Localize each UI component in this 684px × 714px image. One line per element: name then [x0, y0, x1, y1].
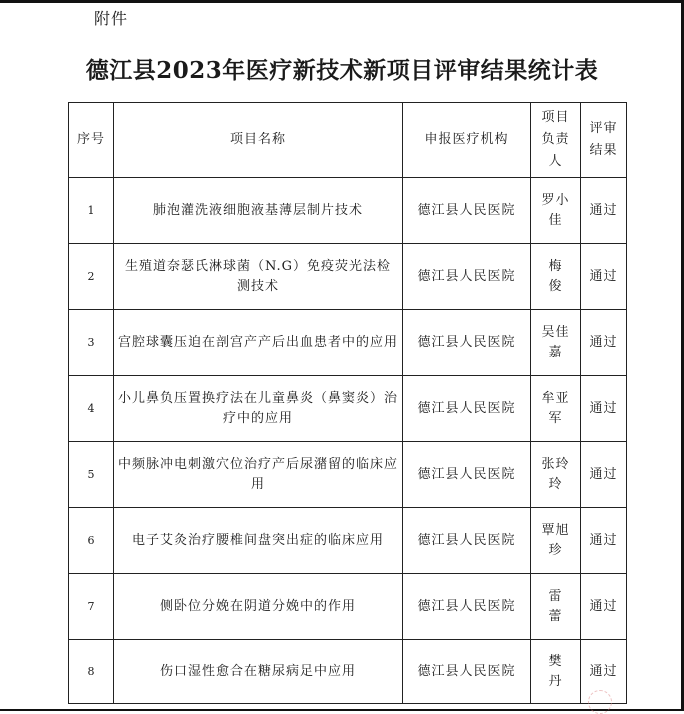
row-organization: 德江县人民医院 [403, 508, 531, 574]
row-organization: 德江县人民医院 [403, 640, 531, 704]
row-seq: 8 [69, 640, 114, 704]
row-project-name: 生殖道奈瑟氏淋球菌（N.G）免疫荧光法检测技术 [114, 244, 403, 310]
table-row [69, 442, 627, 508]
row-project-name: 伤口湿性愈合在糖尿病足中应用 [114, 640, 403, 704]
row-review-result: 通过 [581, 574, 627, 640]
row-project-name: 中频脉冲电刺激穴位治疗产后尿潴留的临床应用 [114, 442, 403, 508]
row-project-name: 小儿鼻负压置换疗法在儿童鼻炎（鼻窦炎）治疗中的应用 [114, 376, 403, 442]
row-seq: 3 [69, 310, 114, 376]
row-project-lead: 樊 丹 [531, 640, 581, 704]
document-title: 德江县2023年医疗新技术新项目评审结果统计表 [85, 57, 599, 84]
row-review-result: 通过 [581, 244, 627, 310]
table-row [69, 574, 627, 640]
attachment-label: 附件 [94, 9, 129, 28]
row-seq: 4 [69, 376, 114, 442]
table-row [69, 178, 627, 244]
row-review-result: 通过 [581, 508, 627, 574]
header-project-name: 项目名称 [114, 103, 403, 178]
row-review-result: 通过 [581, 442, 627, 508]
row-seq: 5 [69, 442, 114, 508]
table-row [69, 310, 627, 376]
faint-watermark-stamp [588, 690, 612, 714]
row-seq: 1 [69, 178, 114, 244]
row-organization: 德江县人民医院 [403, 178, 531, 244]
table-row [69, 508, 627, 574]
row-project-lead: 罗小佳 [531, 178, 581, 244]
header-review-result: 评审结果 [581, 103, 627, 178]
header-project-lead: 项目负责人 [531, 103, 581, 178]
row-project-lead: 张玲玲 [531, 442, 581, 508]
row-organization: 德江县人民医院 [403, 574, 531, 640]
row-organization: 德江县人民医院 [403, 310, 531, 376]
row-organization: 德江县人民医院 [403, 244, 531, 310]
header-seq: 序号 [69, 103, 114, 178]
row-review-result: 通过 [581, 640, 627, 704]
table-header-row [69, 103, 627, 178]
table-row [69, 244, 627, 310]
header-organization: 申报医疗机构 [403, 103, 531, 178]
row-organization: 德江县人民医院 [403, 442, 531, 508]
table-row [69, 376, 627, 442]
row-project-lead: 雷 蕾 [531, 574, 581, 640]
row-project-lead: 梅 俊 [531, 244, 581, 310]
results-table [68, 102, 627, 704]
row-organization: 德江县人民医院 [403, 376, 531, 442]
row-review-result: 通过 [581, 178, 627, 244]
row-project-lead: 覃旭珍 [531, 508, 581, 574]
row-review-result: 通过 [581, 376, 627, 442]
row-project-lead: 牟亚军 [531, 376, 581, 442]
row-seq: 2 [69, 244, 114, 310]
row-seq: 6 [69, 508, 114, 574]
row-project-lead: 吴佳嘉 [531, 310, 581, 376]
row-project-name: 电子艾灸治疗腰椎间盘突出症的临床应用 [114, 508, 403, 574]
row-project-name: 宫腔球囊压迫在剖宫产产后出血患者中的应用 [114, 310, 403, 376]
row-project-name: 肺泡灌洗液细胞液基薄层制片技术 [114, 178, 403, 244]
table-row [69, 640, 627, 704]
row-project-name: 侧卧位分娩在阴道分娩中的作用 [114, 574, 403, 640]
row-review-result: 通过 [581, 310, 627, 376]
row-seq: 7 [69, 574, 114, 640]
